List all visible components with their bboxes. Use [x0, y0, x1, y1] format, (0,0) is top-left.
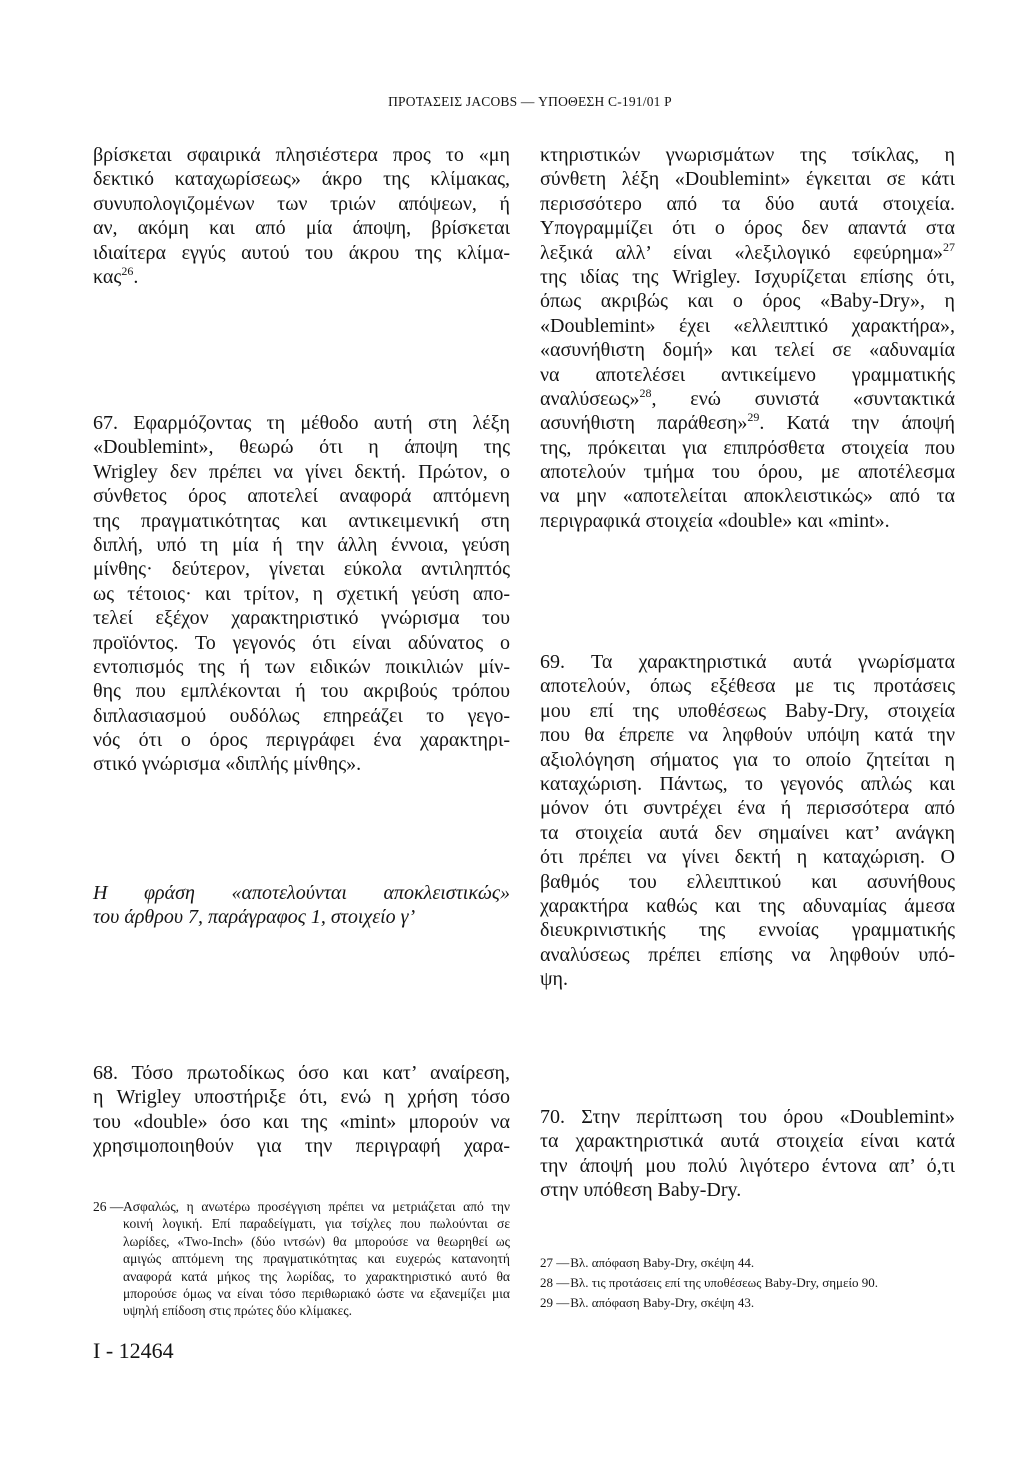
- running-header: ΠΡΟΤΑΣΕΙΣ JACOBS — ΥΠΟΘΕΣΗ C-191/01 P: [388, 94, 672, 109]
- footnote-text: Βλ. απόφαση Baby-Dry, σκέψη 44.: [570, 1255, 755, 1270]
- text-line: μου επί της υποθέσεως Baby-Dry, στοιχεία: [540, 699, 955, 722]
- text-line: «Doublemint» έχει «ελλειπτικό χαρακτήρα»,: [540, 314, 955, 337]
- footnote-line: αμιγώς απτόμενη της πραγματικότητας και ευχερώς κατανοητή: [123, 1251, 510, 1267]
- text-line: 70. Στην περίπτωση του όρου «Doublemint»: [540, 1106, 955, 1128]
- footnote-ref-28: 28: [639, 385, 652, 400]
- text-line: ψη.: [540, 968, 568, 991]
- text-line: όπως ακριβώς και ο όρος «Baby-Dry», η: [540, 290, 955, 313]
- text-line: [540, 241, 955, 265]
- footnote-ref-26: 26: [121, 263, 134, 278]
- text-line: της, πρόκειται για επιπρόσθετα στοιχεία που: [540, 436, 955, 459]
- text-line: να αποτελέσει αντικείμενο γραμματικής: [540, 363, 955, 386]
- text-line: να μην «αποτελείται αποκλειστικώς» από τα: [540, 485, 955, 508]
- text-line: Υπογραμμίζει ότι ο όρος δεν απαντά στα: [540, 217, 955, 240]
- footnote-label: 28 —: [540, 1274, 570, 1290]
- text-line: σύνθετη λέξη «Doublemint» έγκειται σε κάτι: [540, 168, 955, 191]
- footnote-28: [540, 1273, 955, 1293]
- text-line: του «double» όσο και της «mint» μπορούν να: [93, 1110, 510, 1133]
- text-line: η Wrigley υποστήριξε ότι, ενώ η χρήση τόσο: [93, 1086, 510, 1109]
- footnote-line: κοινή λογική. Επί παραδείγματι, για τσίχλες που πωλούνται σε: [123, 1216, 510, 1232]
- text-line: σύνθετος όρος αποτελεί αναφορά απτόμενη: [93, 485, 510, 508]
- text-line: νός ότι ο όρος περιγράφει ένα χαρακτηρι-: [93, 729, 510, 752]
- text-line: αποτελούν, όπως εξέθεσα με τις προτάσεις: [540, 675, 955, 698]
- text-line: αξιολόγηση σήματος για το οποίο ζητείται η: [540, 748, 955, 771]
- text-line: τελεί εξέχον χαρακτηριστικό γνώρισμα του: [93, 607, 510, 630]
- text-fragment: , ενώ συνιστά «συντακτικά: [651, 387, 955, 410]
- footnote-label: 26 —: [93, 1199, 124, 1214]
- text-line: την άποψή μου πολύ λιγότερο έντονα απ’ ό,τι: [540, 1154, 955, 1177]
- text-line: αναλύσεως πρέπει επίσης να ληφθούν υπό-: [540, 943, 955, 966]
- text-line: διπλασιασμού ουδόλως επηρεάζει το γεγο-: [93, 704, 510, 727]
- text-fragment: . Κατά την άποψή: [759, 412, 955, 435]
- footnote-text: Βλ. απόφαση Baby-Dry, σκέψη 43.: [570, 1294, 755, 1310]
- footnote-line: λωρίδες, «Two-Inch» (δύο ιντσών) θα μπορούσε να θεωρηθεί ως: [123, 1233, 510, 1249]
- footnote-line: μπορούσε όμως να είναι τόσο περιθωριακό ώστε να εξανεμίζει μια: [123, 1285, 510, 1301]
- footnote-29: [540, 1293, 955, 1313]
- footnote-text: Βλ. τις προτάσεις επί της υποθέσεως Baby-Dry, σημείο 90.: [570, 1274, 878, 1290]
- text-line: αν, ακόμη και από μία άποψη, βρίσκεται: [93, 217, 510, 240]
- section-heading: [93, 881, 510, 930]
- footnotes-27-29: [540, 1253, 955, 1312]
- text-line: αποτελούν τμήμα του όρου, με αποτέλεσμα: [540, 461, 955, 484]
- text-fragment: αναλύσεως»: [540, 387, 640, 410]
- text-line: [540, 411, 955, 435]
- text-line: χρησιμοποιηθούν για την περιγραφή χαρα-: [93, 1135, 510, 1158]
- text-line: χαρακτήρα καθώς και της αδυναμίας άμεσα: [540, 894, 955, 917]
- footnote-label: 27 —: [540, 1255, 570, 1270]
- text-line: «ασυνήθιστη δομή» και τελεί σε «αδυναμία: [540, 339, 955, 362]
- text-line: μόνον ότι συντρέχει ένα ή περισσότερα από: [540, 797, 955, 820]
- text-line: «Doublemint», θεωρώ ότι η άποψη της: [93, 436, 510, 459]
- text-line: στην υπόθεση Baby-Dry.: [540, 1179, 742, 1202]
- text-line: ως τέτοιος· και τρίτον, η σχετική γεύση απο-: [93, 582, 510, 605]
- footnote-label: 29 —: [540, 1294, 570, 1310]
- text-fragment: λεξικά αλλ’ είναι «λεξιλογικό εφεύρημα»: [540, 241, 943, 264]
- text-line: βαθμός του ελλειπτικού και ασυνήθους: [540, 870, 955, 893]
- text-fragment: ασυνήθιστη παράθεση»: [540, 412, 748, 435]
- text-line: διευκρινιστικής της εννοίας γραμματικής: [540, 919, 955, 942]
- text-line: 69. Τα χαρακτηριστικά αυτά γνωρίσματα: [540, 651, 955, 673]
- text-line: που θα έπρεπε να ληφθούν υπόψη κατά την: [540, 724, 955, 747]
- footnote-ref-27: 27: [943, 239, 955, 254]
- footnote-line: αναφορά κατά μήκος της λωρίδας, το χαρακτηριστικό αυτό θα: [123, 1268, 510, 1284]
- text-line: στικό γνώρισμα «διπλής μίνθης».: [93, 753, 362, 776]
- footnote-line: Ασφαλώς, η ανωτέρω προσέγγιση πρέπει να μετριάζεται από την: [123, 1199, 510, 1214]
- text-line: 67. Εφαρμόζοντας τη μέθοδο αυτή στη λέξη: [93, 412, 510, 434]
- text-line: μίνθης· δεύτερον, γίνεται εύκολα αντιληπτός: [93, 558, 510, 581]
- text-line: τα στοιχεία αυτά δεν σημαίνει κατ’ ανάγκη: [540, 821, 955, 844]
- text-line: προϊόντος. Το γεγονός ότι είναι αδύνατος ο: [93, 631, 510, 654]
- text-line: Wrigley δεν πρέπει να γίνει δεκτή. Πρώτον, ο: [93, 460, 510, 483]
- text-fragment: .: [133, 265, 139, 288]
- text-line: διπλή, υπό τη μία ή την άλλη έννοια, γεύση: [93, 533, 510, 556]
- text-line: [93, 265, 510, 289]
- paragraph-67: [93, 411, 510, 777]
- paragraph-68-continuation: [540, 143, 955, 533]
- text-line: περιγραφικά στοιχεία «double» και «mint».: [540, 509, 890, 532]
- text-line: περισσότερο από τα δύο αυτά στοιχεία.: [540, 192, 955, 215]
- page-number: I - 12464: [93, 1338, 174, 1363]
- heading-line: Η φράση «αποτελούνται αποκλειστικώς»: [93, 882, 510, 904]
- text-line: δεκτικό καταχωρίσεως» άκρο της κλίμακας,: [93, 168, 510, 191]
- text-fragment: κας: [93, 265, 122, 288]
- footnote-27: [540, 1253, 955, 1273]
- text-line: 68. Τόσο πρωτοδίκως όσο και κατ’ αναίρεση,: [93, 1062, 510, 1084]
- paragraph-68: [93, 1061, 510, 1159]
- paragraph-70: [540, 1105, 955, 1203]
- paragraph-66-continuation: [93, 143, 510, 289]
- text-line: εντοπισμός της ή των ειδικών ποικιλιών μίν-: [93, 655, 510, 678]
- text-line: [540, 387, 955, 411]
- text-line: καταχώριση. Πάντως, το γεγονός απλώς και: [540, 772, 955, 795]
- text-line: της ιδίας της Wrigley. Ισχυρίζεται επίσης ότι,: [540, 265, 955, 288]
- text-line: ιδιαίτερα εγγύς αυτού του άκρου της κλίμα-: [93, 241, 510, 264]
- text-line: κτηριστικών γνωρισμάτων της τσίκλας, η: [540, 144, 955, 166]
- text-line: της πραγματικότητας και αντικειμενική στη: [93, 509, 510, 532]
- paragraph-69: [540, 650, 955, 991]
- footnote-ref-29: 29: [747, 410, 760, 425]
- heading-line: του άρθρου 7, παράγραφος 1, στοιχείο γ’: [93, 906, 416, 929]
- footnote-text: [123, 1198, 510, 1320]
- text-line: θης που εμπλέκονται ή του ακριβούς τρόπου: [93, 680, 510, 703]
- text-line: τα χαρακτηριστικά αυτά στοιχεία είναι κατά: [540, 1130, 955, 1153]
- footnote-26: [93, 1198, 510, 1320]
- text-line: βρίσκεται σφαιρικά πλησιέστερα προς το «μη: [93, 144, 510, 166]
- text-line: ότι πρέπει να γίνει δεκτή η καταχώριση. Ο: [540, 846, 955, 869]
- footnote-line: υψηλή επίδοση στις πρώτες δύο κλίμακες.: [123, 1303, 352, 1319]
- text-line: συνυπολογιζομένων των τριών απόψεων, ή: [93, 192, 510, 215]
